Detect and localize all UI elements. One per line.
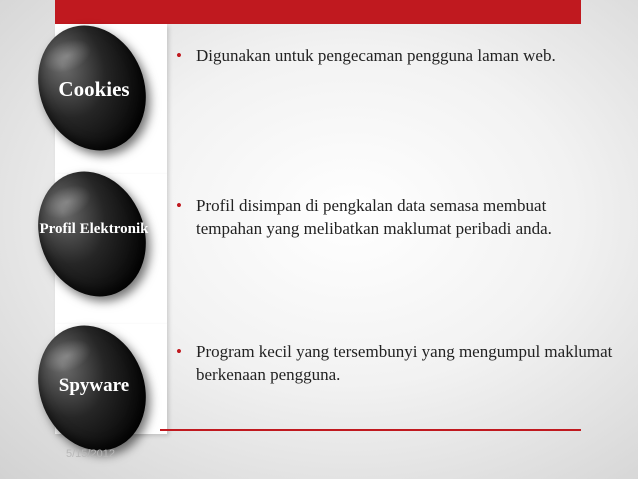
item-description — [176, 194, 616, 240]
bottom-divider — [160, 429, 581, 431]
item-label: Profil Elektronik — [39, 221, 149, 237]
footer-date: 5/15/2012 — [66, 448, 115, 460]
item-text: Profil disimpan di pengkalan data semasa membuat tempahan yang melibatkan maklumat peribadi anda. — [196, 196, 552, 238]
item-text: Digunakan untuk pengecaman pengguna laman web. — [196, 46, 556, 65]
bullet-icon: • — [176, 196, 182, 215]
bullet-icon: • — [176, 46, 182, 65]
item-row-cookies — [0, 24, 638, 174]
item-description — [176, 44, 616, 67]
item-row-spyware — [0, 324, 638, 434]
item-label: Cookies — [58, 77, 130, 101]
bullet-icon: • — [176, 342, 182, 361]
item-description — [176, 340, 616, 386]
item-row-profil-elektronik — [0, 174, 638, 324]
item-text: Program kecil yang tersembunyi yang mengumpul maklumat berkenaan pengguna. — [196, 342, 613, 384]
top-accent-bar — [55, 0, 581, 24]
item-label: Spyware — [58, 375, 130, 396]
